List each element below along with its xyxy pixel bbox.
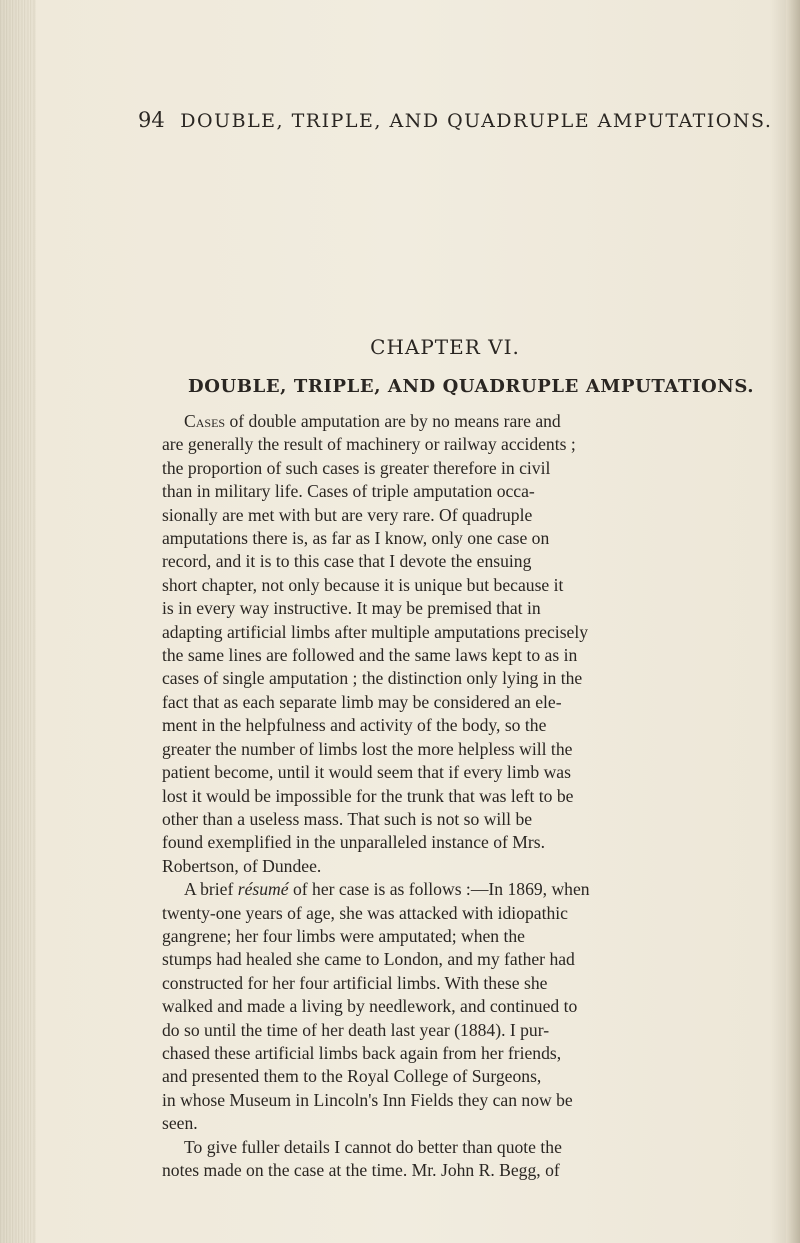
text-line: Cases of double amputation are by no means rare and: [184, 411, 561, 431]
text-line: cases of single amputation ; the distinction only lying in the: [162, 668, 583, 689]
text-line: adapting artificial limbs after multiple amputations precisely: [162, 621, 589, 642]
text-line: constructed for her four artificial limbs. With these she: [162, 972, 548, 993]
chapter-heading: CHAPTER VI.: [370, 335, 520, 359]
text-line: To give fuller details I cannot do better than quote the: [184, 1136, 562, 1157]
text-line: do so until the time of her death last year (1884). I pur-: [162, 1019, 550, 1040]
text-line: lost it would be impossible for the trunk that was left to be: [162, 785, 574, 806]
text-line: sionally are met with but are very rare. Of quadruple: [162, 504, 533, 525]
running-title: DOUBLE, TRIPLE, AND QUADRUPLE AMPUTATIONS.: [180, 110, 773, 132]
text-line: short chapter, not only because it is unique but because it: [162, 574, 564, 595]
text-line: other than a useless mass. That such is not so will be: [162, 808, 533, 829]
text-line: the same lines are followed and the same laws kept to as in: [162, 645, 578, 666]
text-line: is in every way instructive. It may be premised that in: [162, 598, 541, 619]
text-line: found exemplified in the unparalleled instance of Mrs.: [162, 832, 546, 853]
text-line: gangrene; her four limbs were amputated; when the: [162, 925, 525, 946]
text-line: seen.: [162, 1113, 198, 1134]
page-edge: [786, 0, 800, 1243]
text-line: amputations there is, as far as I know, only one case on: [162, 528, 550, 549]
running-header: [138, 108, 778, 132]
page-number: 94: [138, 108, 165, 132]
text-line: record, and it is to this case that I devote the ensuing: [162, 551, 532, 572]
section-title: DOUBLE, TRIPLE, AND QUADRUPLE AMPUTATIONS.: [188, 376, 755, 397]
text-line: walked and made a living by needlework, and continued to: [162, 996, 578, 1017]
text-line: the proportion of such cases is greater therefore in civil: [162, 457, 551, 478]
body-text: [162, 410, 772, 1182]
text-line: greater the number of limbs lost the more helpless will the: [162, 738, 573, 759]
text-line: fact that as each separate limb may be considered an ele-: [162, 691, 562, 712]
text-line: patient become, until it would seem that if every limb was: [162, 762, 571, 783]
text-line: A brief résumé of her case is as follows :—In 1869, when: [184, 879, 590, 900]
text-line: in whose Museum in Lincoln's Inn Fields they can now be: [162, 1089, 573, 1110]
text-line: are generally the result of machinery or railway accidents ;: [162, 434, 576, 455]
text-line: and presented them to the Royal College of Surgeons,: [162, 1066, 542, 1087]
text-line: notes made on the case at the time. Mr. John R. Begg, of: [162, 1160, 560, 1180]
text-line: twenty-one years of age, she was attacked with idiopathic: [162, 902, 568, 923]
text-line: chased these artificial limbs back again from her friends,: [162, 1042, 562, 1063]
text-line: stumps had healed she came to London, and my father had: [162, 949, 575, 970]
text-line: ment in the helpfulness and activity of the body, so the: [162, 715, 547, 736]
text-line: Robertson, of Dundee.: [162, 855, 322, 876]
page-gutter: [0, 0, 36, 1243]
text-line: than in military life. Cases of triple amputation occa-: [162, 481, 535, 502]
